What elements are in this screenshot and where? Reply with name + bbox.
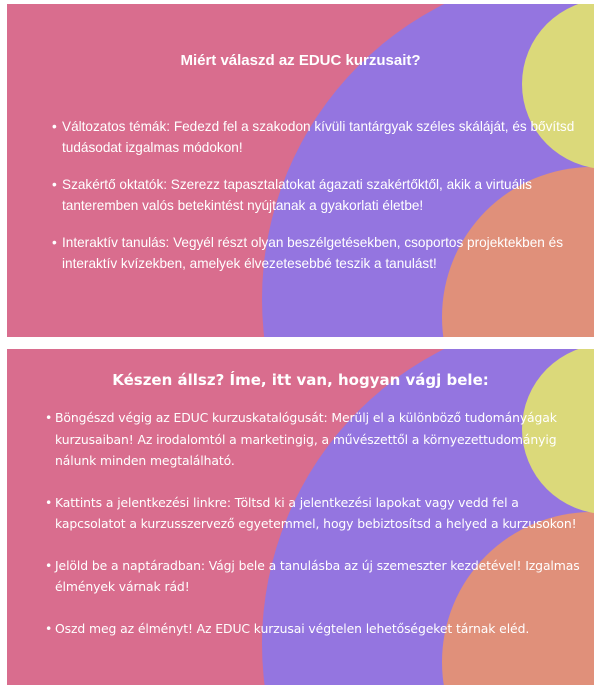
bullet-icon: • [45, 410, 53, 425]
list-item [52, 116, 582, 158]
slide-title: Miért válaszd az EDUC kurzusait? [180, 52, 421, 69]
slide-how-to-start [7, 349, 594, 685]
list-item-text: Kattints a jelentkezési linkre: Töltsd ki a jelentkezési lapokat vagy vedd fel a kapcsolatot a kurzusszervező egyetemmel, hogy bebiztosítsd a helyed a kurzusokon! [55, 494, 577, 531]
list-item-text: Böngészd végig az EDUC kurzuskatalógusát: Merülj el a különböző tudományágak kurzusaiban! Az irodalomtól a marketingig, a művészettől a környezettudományig nálunk minden megtalálható. [55, 410, 557, 468]
list-item [52, 174, 582, 216]
bullet-icon: • [52, 235, 57, 250]
list-item [45, 555, 591, 598]
list-item-text: Változatos témák: Fedezd fel a szakodon kívüli tantárgyak széles skáláját, és bővítsd tudásodat izgalmas módokon! [62, 119, 575, 155]
list-item-text: Jelöld be a naptáradban: Vágj bele a tanulásba az új szemeszter kezdetével! Izgalmas élmények várnak rád! [55, 557, 580, 594]
bullet-icon: • [45, 557, 53, 573]
bullet-icon: • [45, 620, 53, 636]
bullet-icon: • [52, 177, 57, 192]
bullet-icon: • [52, 119, 57, 134]
slide-why-educ [7, 4, 594, 337]
list-item-text: Oszd meg az élményt! Az EDUC kurzusai végtelen lehetőségeket tárnak eléd. [55, 620, 530, 636]
list-item-text: Szakértő oktatók: Szerezz tapasztalatokat ágazati szakértőktől, akik a virtuális tanteremben valós betekintést nyújtanak a gyakorlati életbe! [62, 177, 532, 213]
list-item [45, 407, 591, 472]
list-item [45, 492, 591, 535]
list-item [45, 618, 591, 640]
slide-title: Készen állsz? Íme, itt van, hogyan vágj bele: [112, 371, 489, 389]
bullet-icon: • [45, 494, 53, 510]
bullet-list [52, 116, 582, 290]
list-item [52, 232, 582, 274]
list-item-text: Interaktív tanulás: Vegyél részt olyan beszélgetésekben, csoportos projektekben és interaktív kvízekben, amelyek élvezetesebbé teszik a tanulást! [62, 235, 563, 271]
bullet-list [45, 407, 591, 659]
